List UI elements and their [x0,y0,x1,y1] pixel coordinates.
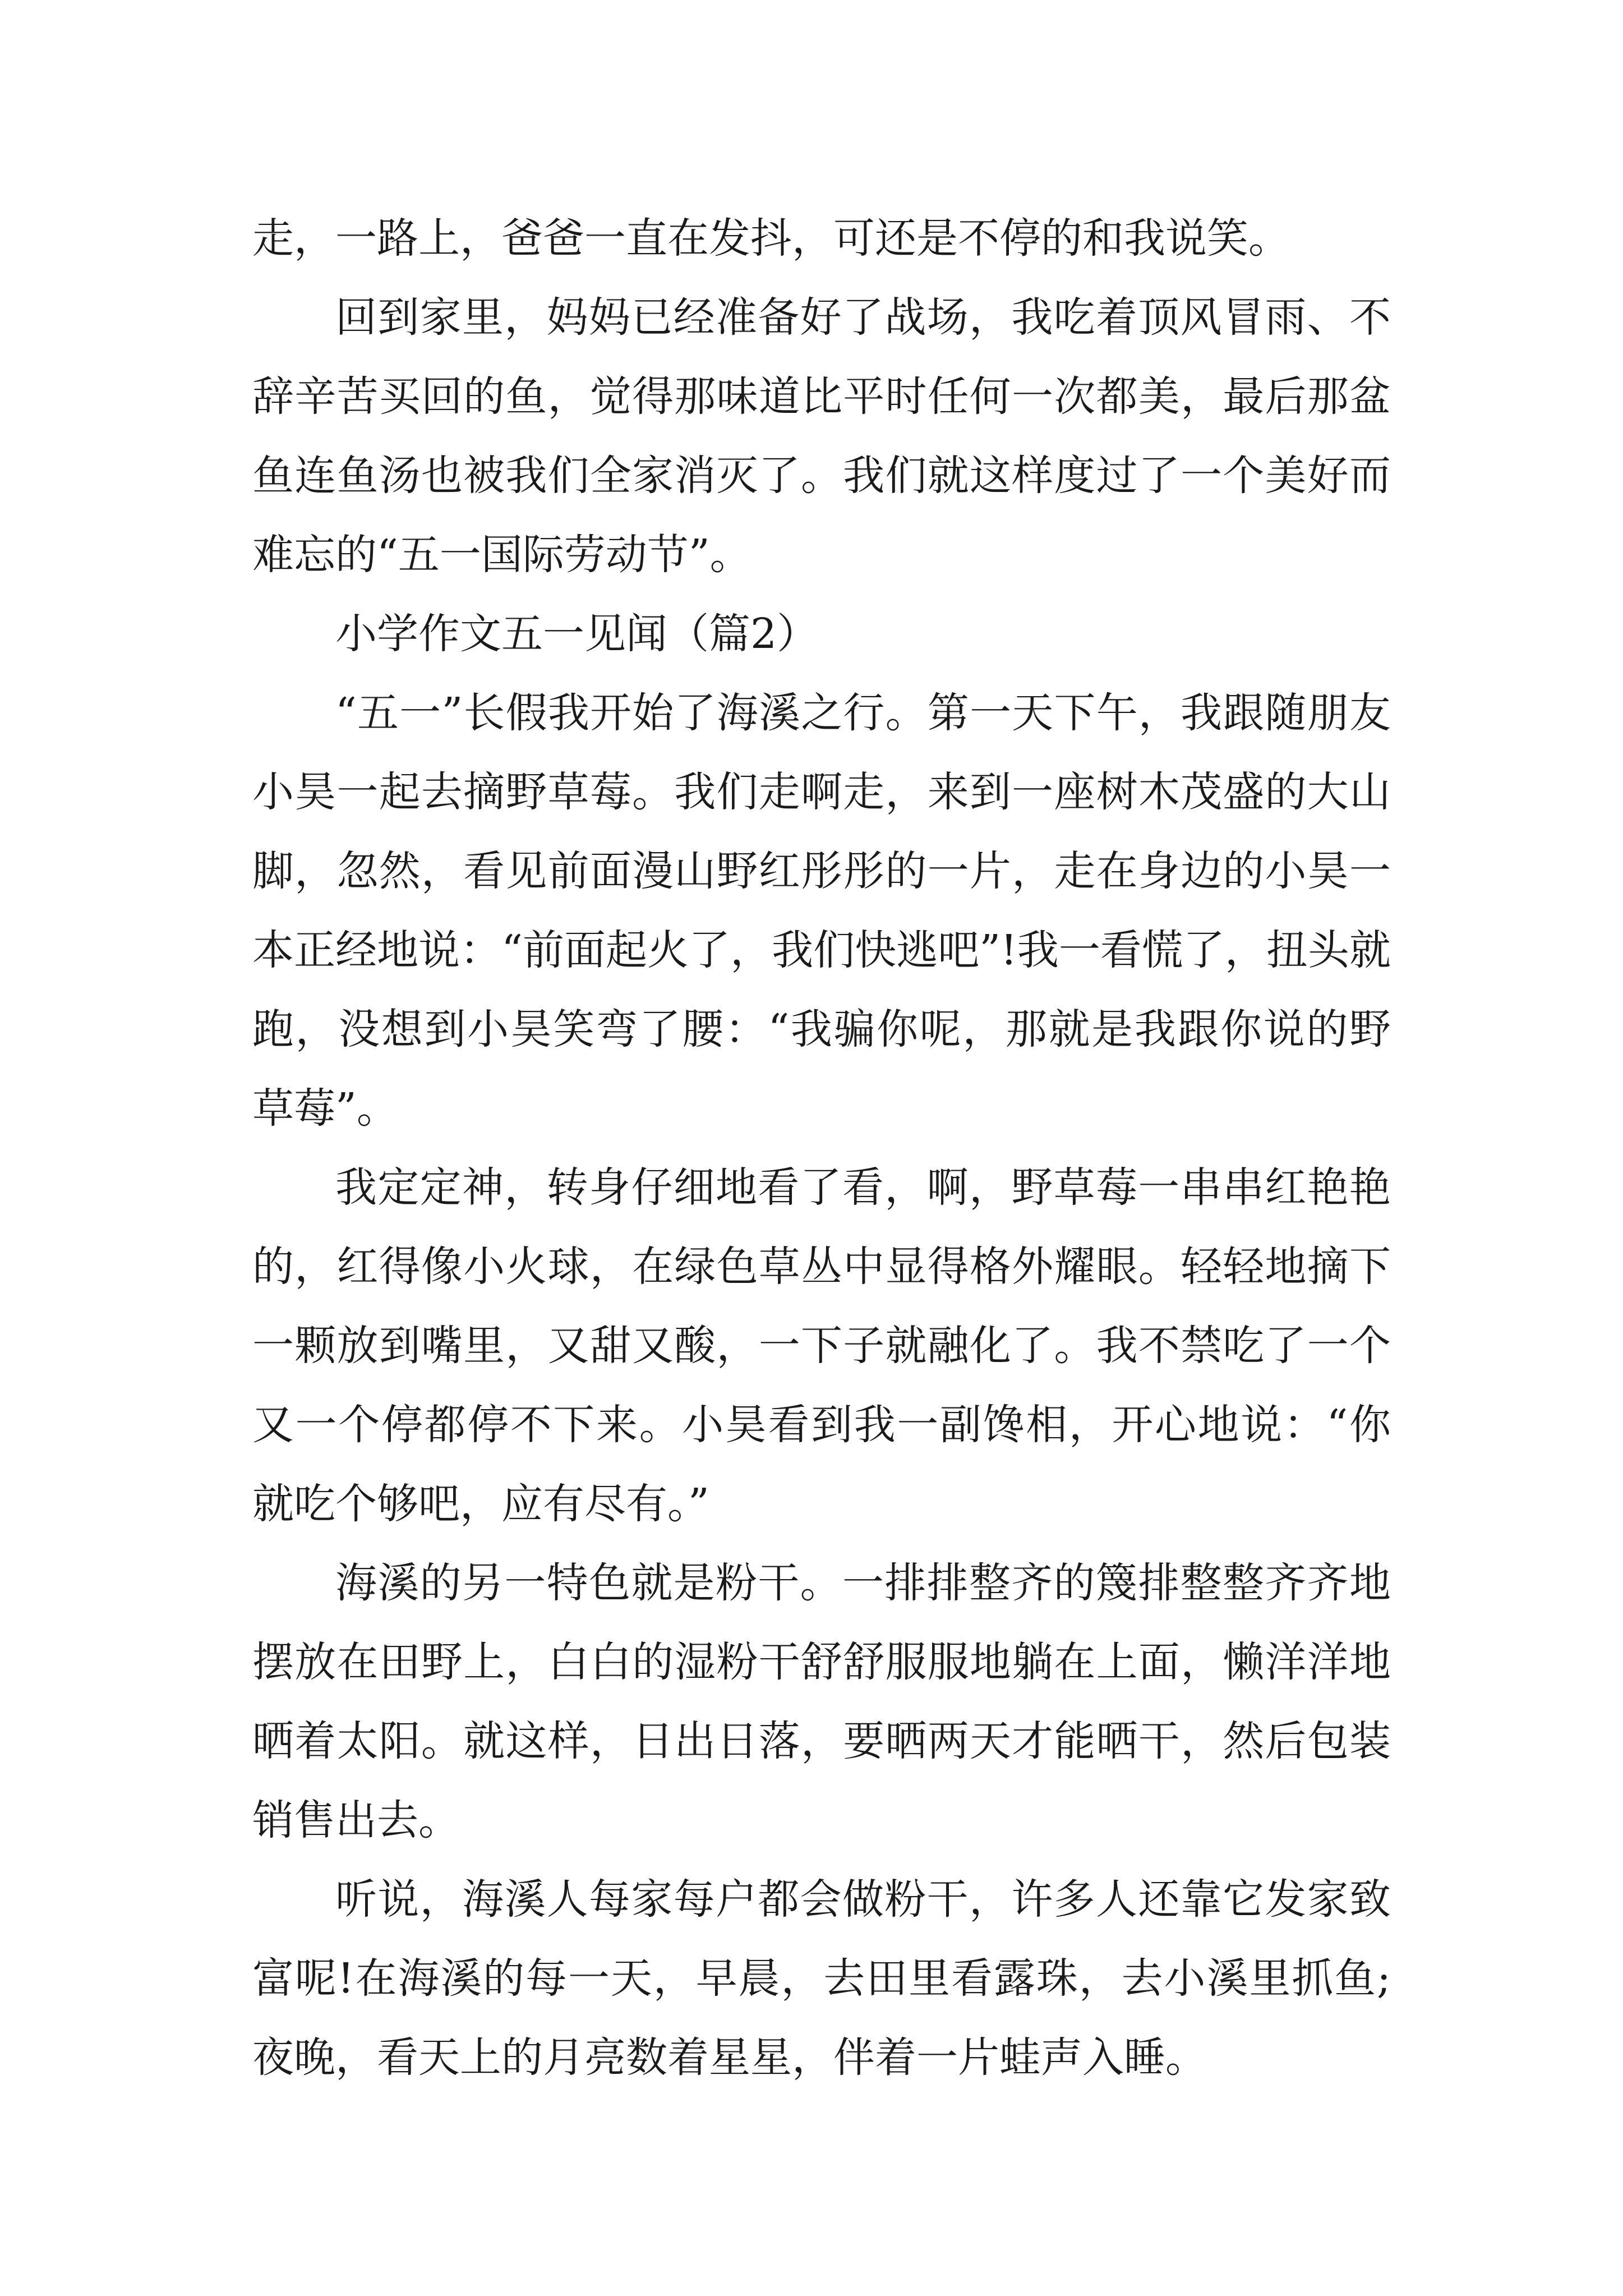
section-heading: 小学作文五一见闻（篇2） [335,610,819,658]
paragraph-returning-home: 回到家里，妈妈已经准备好了战场，我吃着顶风冒雨、不辞辛苦买回的鱼，觉得那味道比平时任何一次都美，最后那盆鱼连鱼汤也被我们全家消灭了。我们就这样度过了一个美好而难忘的“五一国际劳动节”。 [252,293,1391,579]
paragraph-rice-noodles: 海溪的另一特色就是粉干。一排排整齐的篾排整整齐齐地摆放在田野上，白白的湿粉干舒舒服服地躺在上面，懒洋洋地晒着太阳。就这样，日出日落，要晒两天才能晒干，然后包装销售出去。 [252,1559,1391,1844]
paragraph-wild-strawberries: 我定定神，转身仔细地看了看，啊，野草莓一串串红艳艳的，红得像小火球，在绿色草丛中显得格外耀眼。轻轻地摘下一颗放到嘴里，又甜又酸，一下子就融化了。我不禁吃了一个又一个停都停不下来。小昊看到我一副馋相，开心地说：“你就吃个够吧，应有尽有。” [252,1163,1391,1528]
paragraph-daily-life: 听说，海溪人每家每户都会做粉干，许多人还靠它发家致富呢!在海溪的每一天，早晨，去田里看露珠，去小溪里抓鱼;夜晚，看天上的月亮数着星星，伴着一片蛙声入睡。 [252,1875,1391,2082]
article-body [252,199,1391,2097]
paragraph-haixi-trip: “五一”长假我开始了海溪之行。第一天下午，我跟随朋友小昊一起去摘野草莓。我们走啊走，来到一座树木茂盛的大山脚，忽然，看见前面漫山野红彤彤的一片，走在身边的小昊一本正经地说：“前面起火了，我们快逃吧”!我一看慌了，扭头就跑，没想到小昊笑弯了腰：“我骗你呢，那就是我跟你说的野草莓”。 [252,689,1391,1133]
paragraph-continuation: 走，一路上，爸爸一直在发抖，可还是不停的和我说笑。 [252,214,1290,263]
